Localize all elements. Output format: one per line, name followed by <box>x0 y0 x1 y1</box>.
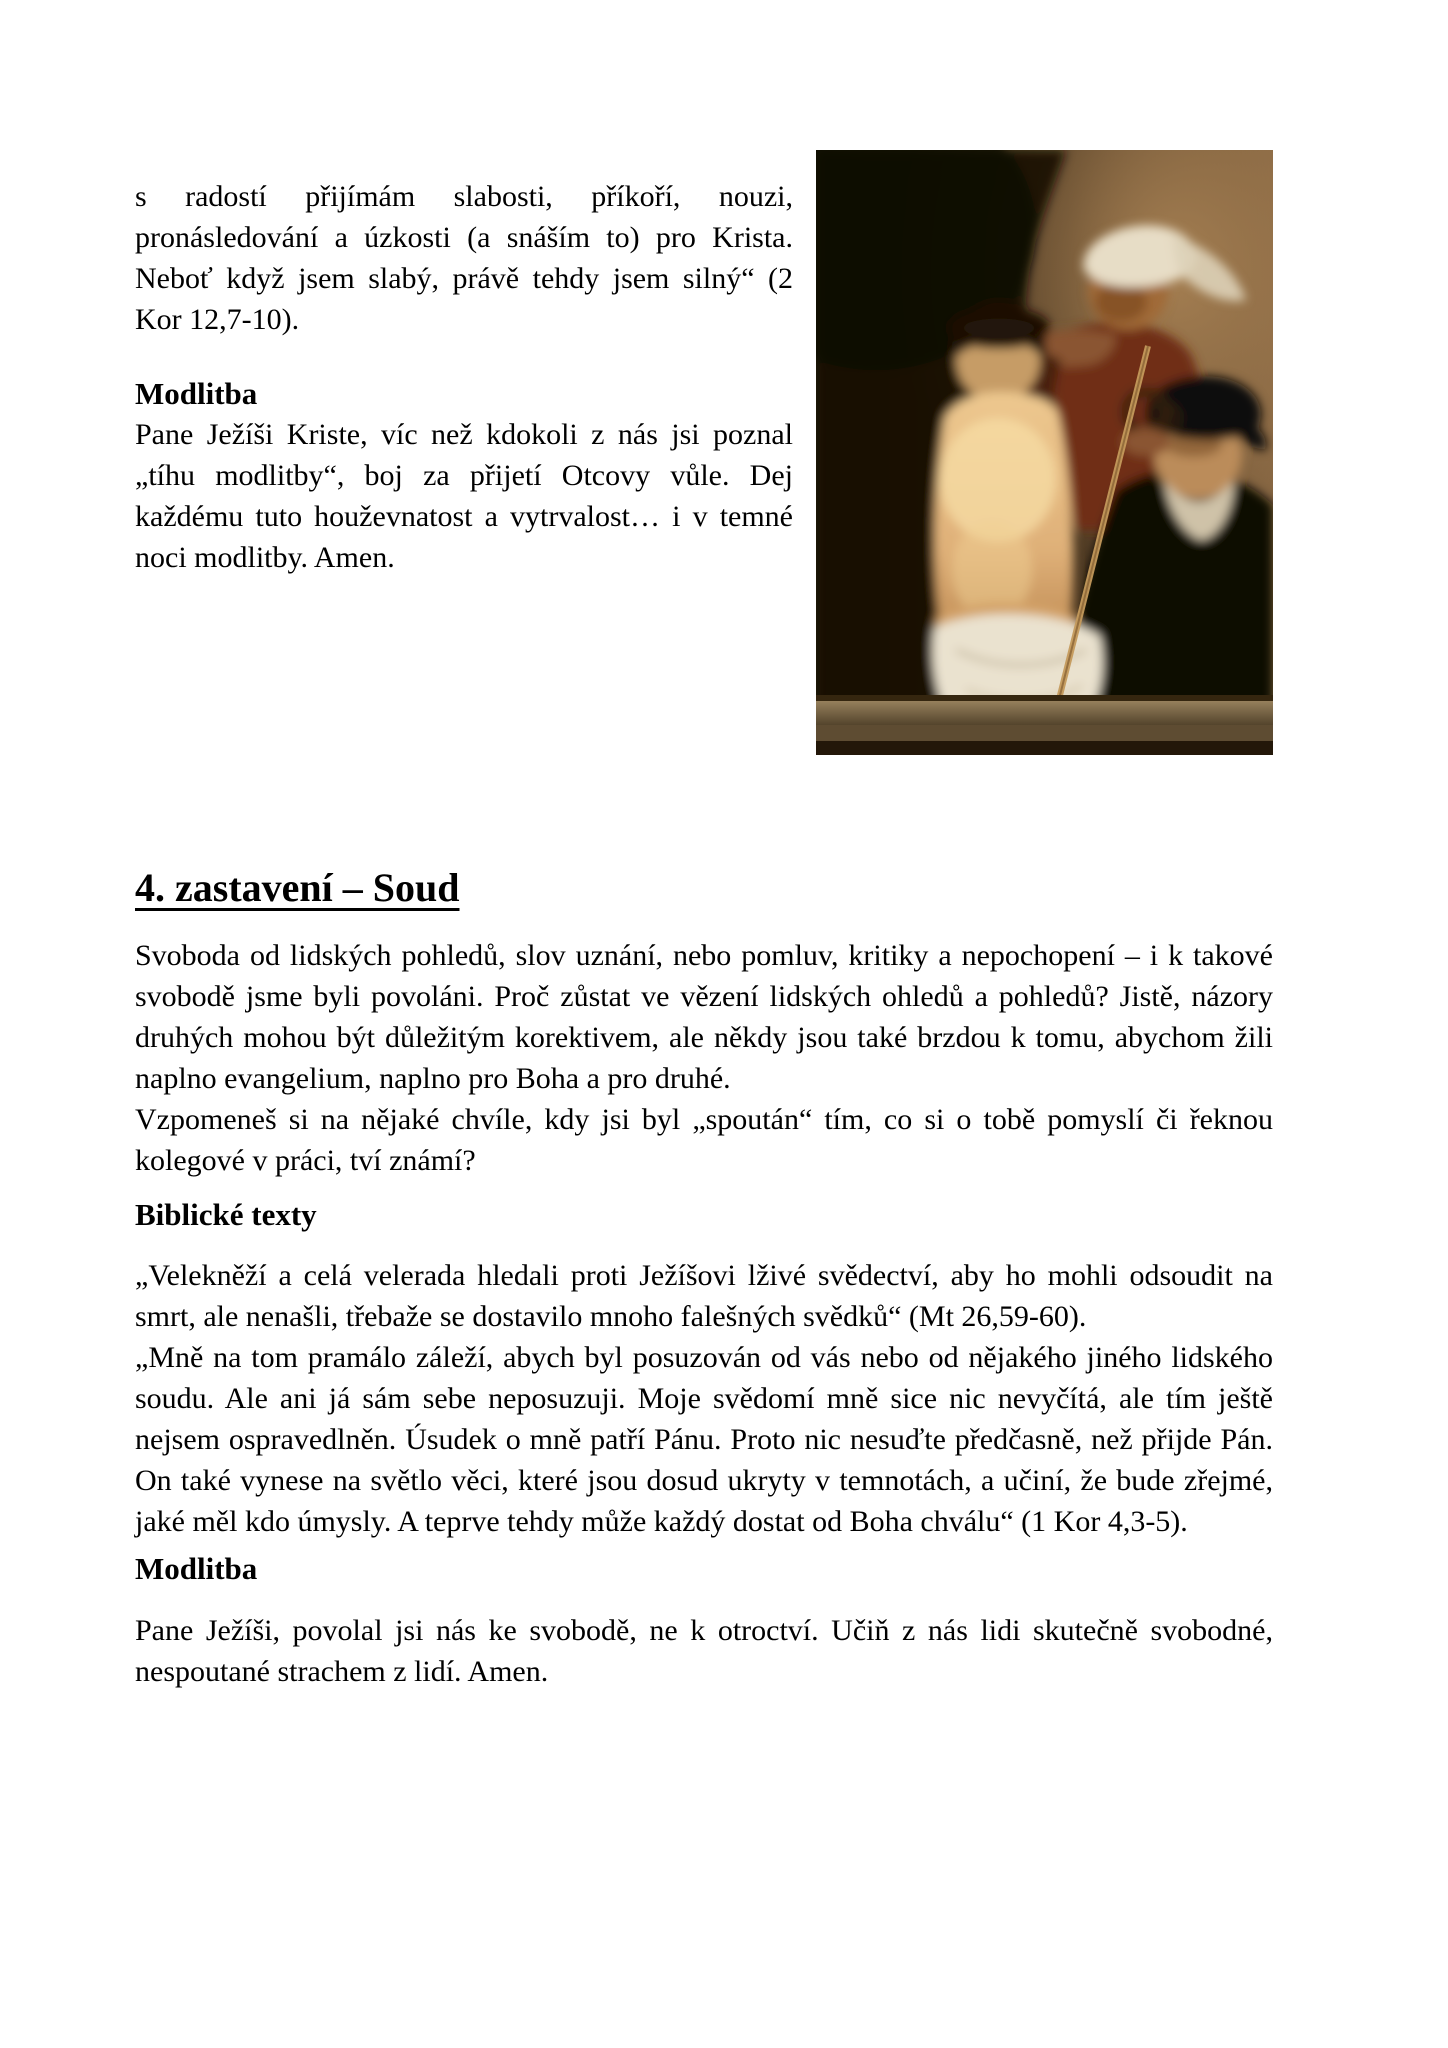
bible-quote-2: „Mně na tom pramálo záleží, abych byl posuzován od vás nebo od nějakého jiného lidského soudu. Ale ani já sám sebe neposuzuji. Moje svědomí mně sice nic nevyčítá, ale tím ještě nejsem ospravedlněn. Úsudek o mně patří Pánu. Proto nic nesuďte předčasně, než přijde Pán. On také vynese na světlo věci, které jsou dosud ukryty v temnotách, a učiní, že bude zřejmé, jaké měl kdo úmysly. A teprve tehdy může každý dostat od Boha chválu“ (1 Kor 4,3-5). <box>135 1341 1273 1538</box>
stone-ledge <box>816 701 1273 727</box>
bible-texts-heading: Biblické texty <box>135 1197 317 1232</box>
prayer-1-heading: Modlitba <box>135 376 258 411</box>
ecce-homo-painting <box>816 150 1273 755</box>
continued-quote-paragraph: s radostí přijímám slabosti, příkoří, nouzi, pronásledování a úzkosti (a snáším to) pro Krista. Neboť když jsem slabý, právě tehdy jsem silný“ (2 Kor 12,7-10). <box>135 180 793 336</box>
document-content <box>135 176 1273 1692</box>
prayer-2-text: Pane Ježíši, povolal jsi nás ke svobodě, ne k otroctví. Učiň z nás lidi skutečně svobodné, nespoutané strachem z lidí. Amen. <box>135 1614 1273 1688</box>
station-intro-paragraph: Svoboda od lidských pohledů, slov uznání, nebo pomluv, kritiky a nepochopení – i k takové svobodě jsme byli povoláni. Proč zůstat ve vězení lidských ohledů a pohledů? Jistě, názory druhých mohou být důležitým korektivem, ale někdy jsou také brzdou k tomu, abychom žili naplno evangelium, naplno pro Boha a pro druhé. <box>135 939 1273 1095</box>
station-heading: 4. zastavení – Soud <box>135 865 460 910</box>
prayer-1-text: Pane Ježíši Kriste, víc než kdokoli z nás jsi poznal „tíhu modlitby“, boj za přijetí Otcovy vůle. Dej každému tuto houževnatost a vytrvalost… i v temné noci modlitby. Amen. <box>135 418 793 574</box>
float-clear <box>135 779 1273 780</box>
ecce-homo-figure <box>816 150 1273 755</box>
prayer-2-heading: Modlitba <box>135 1551 258 1586</box>
bible-quote-1: „Velekněží a celá velerada hledali proti Ježíšovi lživé svědectví, aby ho mohli odsoudit na smrt, ale nenašli, třebaže se dostavilo mnoho falešných svědků“ (Mt 26,59-60). <box>135 1259 1273 1333</box>
station-question-paragraph: Vzpomeneš si na nějaké chvíle, kdy jsi byl „spoután“ tím, co si o tobě pomyslí či řeknou kolegové v práci, tví známí? <box>135 1103 1273 1177</box>
